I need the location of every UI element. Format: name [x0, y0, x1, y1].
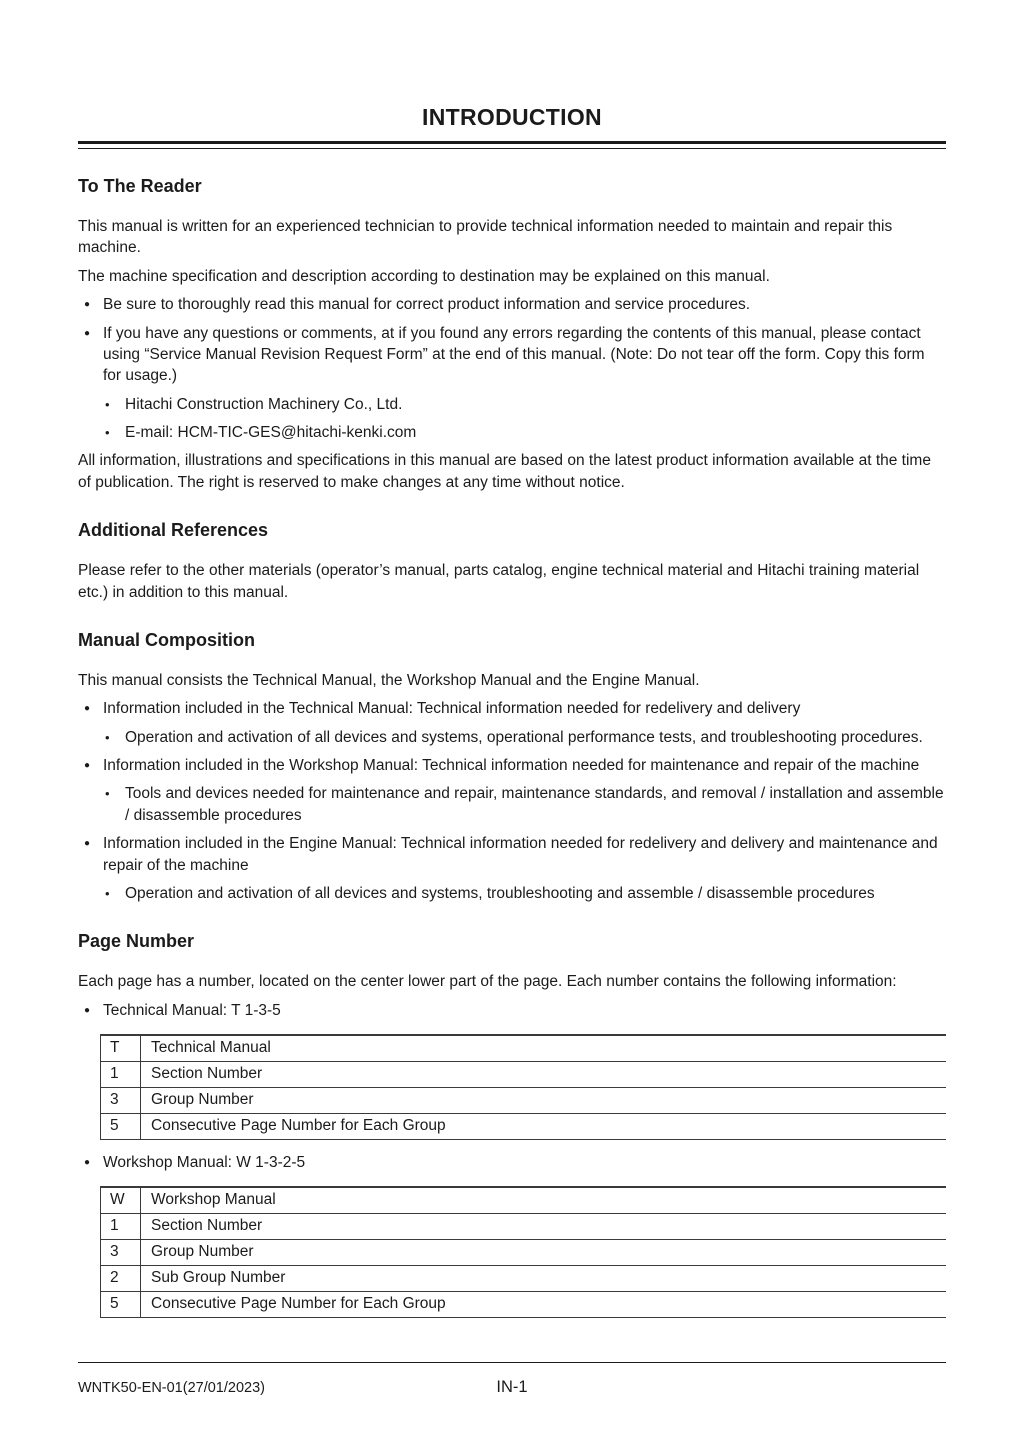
- bullet-icon: ●: [84, 299, 91, 311]
- sub-bullet-icon: •: [105, 885, 110, 901]
- table-row: [101, 1266, 947, 1292]
- sub-bullet-text: Tools and devices needed for maintenance and repair, maintenance standards, and removal / installation and assemble / disassemble procedures: [125, 785, 944, 824]
- description-cell: Section Number: [141, 1214, 947, 1240]
- bullet-item: [78, 833, 946, 876]
- page-footer: [78, 1362, 946, 1397]
- sub-bullet-icon: •: [105, 425, 110, 440]
- section-heading-manual-composition: Manual Composition: [78, 629, 255, 650]
- code-cell: W: [101, 1187, 141, 1214]
- section-heading-additional-references: Additional References: [78, 520, 269, 541]
- sub-bullet-text: Operation and activation of all devices and systems, operational performance tests, and troubleshooting procedures.: [125, 728, 923, 746]
- bullet-text: Technical Manual: T 1-3-5: [103, 1001, 281, 1019]
- section-additional-references: [78, 520, 946, 603]
- bullet-item: [78, 755, 946, 776]
- section-manual-composition: [78, 630, 946, 904]
- paragraph: This manual is written for an experienced technician to provide technical information needed to maintain and repair this machine.: [78, 218, 893, 257]
- sub-bullet-item: [78, 394, 946, 415]
- description-cell: Section Number: [141, 1062, 947, 1088]
- code-cell: T: [101, 1035, 141, 1062]
- title-divider: [78, 141, 946, 149]
- table-row: [101, 1292, 947, 1318]
- section-page-number: [78, 931, 946, 1318]
- table-row: [101, 1240, 947, 1266]
- bullet-icon: ●: [84, 1004, 91, 1016]
- code-cell: 5: [101, 1292, 141, 1318]
- description-cell: Technical Manual: [141, 1035, 947, 1062]
- email-address-text: E-mail: HCM-TIC-GES@hitachi-kenki.com: [125, 424, 417, 441]
- code-cell: 3: [101, 1088, 141, 1114]
- description-cell: Group Number: [141, 1240, 947, 1266]
- bullet-item: [78, 1000, 946, 1021]
- bullet-text: Workshop Manual: W 1-3-2-5: [103, 1154, 306, 1171]
- bullet-item: [78, 698, 946, 719]
- sub-bullet-item: [78, 422, 946, 443]
- description-cell: Workshop Manual: [141, 1187, 947, 1214]
- bullet-item: [78, 323, 946, 387]
- sub-bullet-item: [78, 883, 946, 904]
- code-cell: 5: [101, 1114, 141, 1140]
- bullet-icon: ●: [84, 703, 91, 715]
- table-row: [101, 1088, 947, 1114]
- description-cell: Consecutive Page Number for Each Group: [141, 1114, 947, 1140]
- bullet-icon: ●: [84, 1157, 91, 1168]
- bullet-icon: ●: [84, 760, 91, 771]
- bullet-text: If you have any questions or comments, at if you found any errors regarding the contents of this manual, please contact using “Service Manual Revision Request Form” at the end of this manual. (Note: Do not tear off the form. Copy this form for usage.): [103, 324, 925, 385]
- bullet-text: Be sure to thoroughly read this manual for correct product information and service procedures.: [103, 296, 751, 314]
- page-title: INTRODUCTION: [422, 104, 602, 130]
- bullet-text: Information included in the Technical Manual: Technical information needed for redelivery and delivery: [103, 700, 801, 718]
- code-cell: 2: [101, 1266, 141, 1292]
- code-cell: 1: [101, 1214, 141, 1240]
- sub-bullet-icon: •: [105, 729, 110, 745]
- paragraph: Each page has a number, located on the center lower part of the page. Each number contains the following information:: [78, 973, 897, 991]
- workshop-manual-code-table: [100, 1186, 946, 1318]
- sub-bullet-icon: •: [105, 786, 110, 802]
- table-row: [101, 1062, 947, 1088]
- bullet-item: [78, 294, 946, 315]
- table-row: [101, 1214, 947, 1240]
- sub-bullet-icon: •: [105, 396, 110, 412]
- description-cell: Sub Group Number: [141, 1266, 947, 1292]
- bullet-item: [78, 1152, 946, 1173]
- technical-manual-code-table: [100, 1034, 946, 1140]
- paragraph: All information, illustrations and specifications in this manual are based on the latest product information available at the time of publication. The right is reserved to make changes at any time without notice.: [78, 452, 931, 491]
- section-heading-page-number: Page Number: [78, 931, 195, 952]
- paragraph: This manual consists the Technical Manual, the Workshop Manual and the Engine Manual.: [78, 671, 700, 689]
- code-cell: 3: [101, 1240, 141, 1266]
- sub-bullet-item: [78, 783, 946, 826]
- sub-bullet-item: [78, 727, 946, 748]
- section-heading-to-the-reader: To The Reader: [78, 176, 202, 196]
- bullet-icon: ●: [84, 838, 91, 850]
- sub-bullet-text: Operation and activation of all devices and systems, troubleshooting and assemble / disassemble procedures: [125, 884, 875, 902]
- description-cell: Consecutive Page Number for Each Group: [141, 1292, 947, 1318]
- page-number-label: IN-1: [496, 1378, 528, 1396]
- bullet-text: Information included in the Workshop Manual: Technical information needed for maintenance and repair of the machine: [103, 757, 920, 774]
- table-row: [101, 1114, 947, 1140]
- description-cell: Group Number: [141, 1088, 947, 1114]
- code-cell: 1: [101, 1062, 141, 1088]
- bullet-icon: ●: [84, 327, 91, 339]
- bullet-text: Information included in the Engine Manual: Technical information needed for redelivery and delivery and maintenance and repair of the machine: [103, 835, 938, 874]
- table-row: [101, 1187, 947, 1214]
- sub-bullet-text: Hitachi Construction Machinery Co., Ltd.: [125, 395, 403, 413]
- table-row: [101, 1035, 947, 1062]
- document-code: WNTK50-EN-01(27/01/2023): [78, 1380, 265, 1396]
- paragraph: Please refer to the other materials (operator’s manual, parts catalog, engine technical material and Hitachi training material etc.) in addition to this manual.: [78, 562, 920, 601]
- paragraph: The machine specification and description according to destination may be explained on this manual.: [78, 267, 770, 285]
- section-to-the-reader: [78, 176, 946, 493]
